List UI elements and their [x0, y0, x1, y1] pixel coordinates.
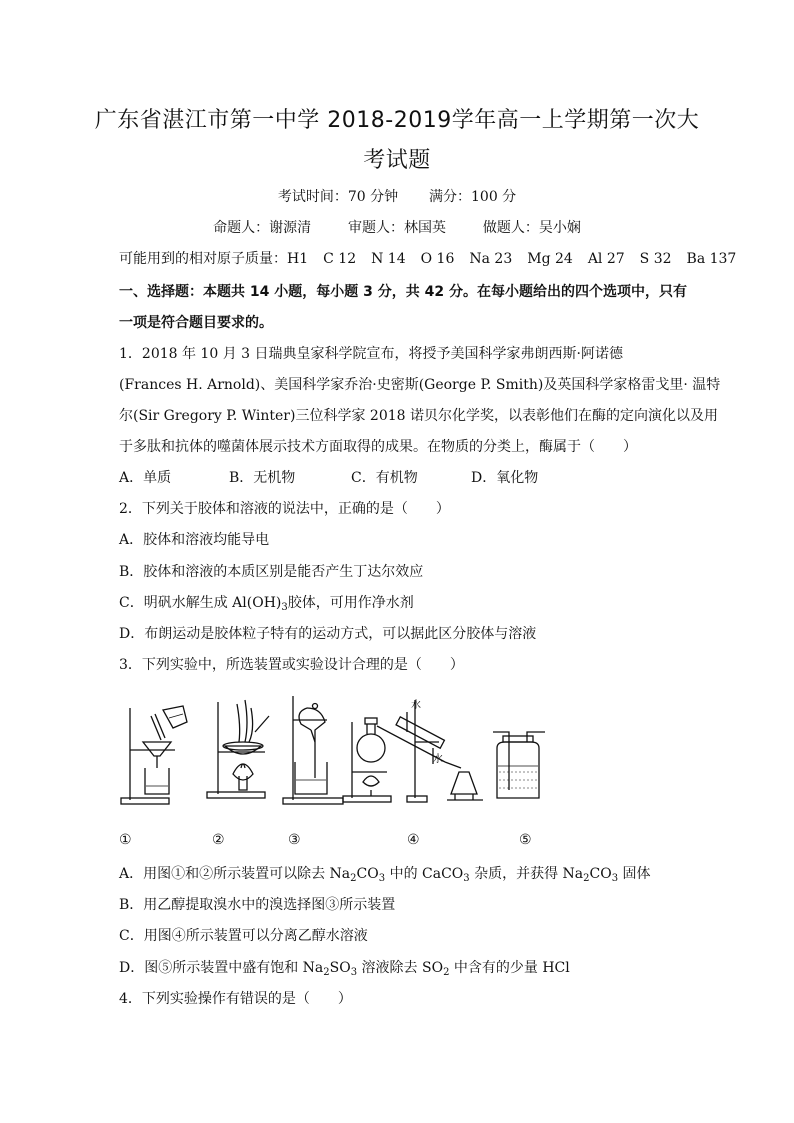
- q3-option-d: [119, 957, 679, 977]
- q3-d-text-4: 中含有的少量 HCl: [449, 960, 570, 976]
- q3-a-sub-1: 2: [350, 873, 357, 884]
- q2-option-a: A．胶体和溶液均能导电: [119, 532, 270, 548]
- exam-title-line2: 考试题: [363, 148, 431, 173]
- exam-time: 考试时间：70 分钟: [277, 189, 399, 205]
- q4-stem: 4．下列实验操作有错误的是（ ）: [119, 991, 352, 1007]
- q1-option-b: B．无机物: [229, 470, 296, 486]
- apparatus-4-distillation: [343, 698, 483, 802]
- q1-line4: 于多肽和抗体的噬菌体展示技术方面取得的成果。在物质的分类上，酶属于（ ）: [119, 439, 637, 455]
- figure-label-3: ③: [288, 832, 301, 848]
- apparatus-1-filtration: [121, 706, 187, 804]
- q2-option-c-text: C．明矾水解生成 Al(OH): [119, 595, 282, 611]
- figure-label-1: ①: [119, 832, 132, 848]
- q3-option-a: [119, 863, 679, 883]
- mass-al: Al 27: [587, 251, 625, 267]
- water-outlet-label: 水: [433, 754, 443, 765]
- exam-title-line1: 广东省湛江市第一中学 2018-2019学年高一上学期第一次大: [94, 108, 700, 133]
- q1-line2: (Frances H. Arnold)、美国科学家乔治·史密斯(George P. Smith)及英国科学家格雷戈里· 温特: [119, 377, 721, 393]
- q3-a-text-1: A．用图①和②所示装置可以除去 Na: [119, 866, 351, 882]
- q1-line1: 1．2018 年 10 月 3 日瑞典皇家科学院宣布，将授予美国科学家弗朗西斯·阿诺德: [119, 346, 623, 362]
- atomic-masses-label: 可能用到的相对原子质量：: [119, 251, 287, 267]
- q2-option-c-sub: 3: [281, 602, 288, 613]
- q3-a-sub-5: 3: [611, 873, 619, 884]
- exam-info: [60, 186, 734, 206]
- q3-d-text-2: SO: [329, 960, 351, 976]
- q1-options: [119, 467, 679, 487]
- apparatus-2-evaporation: [207, 700, 269, 798]
- figure-label-5: ⑤: [519, 832, 532, 848]
- mass-mg: Mg 24: [527, 251, 573, 267]
- q3-d-text-1: D．图⑤所示装置中盛有饱和 Na: [119, 960, 324, 976]
- q3-a-text-2: CO: [356, 866, 379, 882]
- authors: [60, 217, 734, 237]
- q3-d-sub-3: 2: [443, 967, 450, 978]
- q1-option-a: A．单质: [119, 470, 172, 486]
- q3-option-b: B．用乙醇提取溴水中的溴选择图③所示装置: [119, 897, 396, 913]
- q2-option-b: B．胶体和溶液的本质区别是能否产生丁达尔效应: [119, 564, 424, 580]
- q2-option-d: D．布朗运动是胶体粒子特有的运动方式，可以据此区分胶体与溶液: [119, 626, 537, 642]
- mass-na: Na 23: [469, 251, 513, 267]
- section1-line1: 一、选择题：本题共 14 小题，每小题 3 分，共 42 分。在每小题给出的四个选项中，只有: [119, 284, 687, 300]
- q1-option-d: D．氧化物: [471, 470, 539, 486]
- q3-option-c: C．用图④所示装置可以分离乙醇水溶液: [119, 928, 368, 944]
- mass-ba: Ba 137: [686, 251, 737, 267]
- water-inlet-label: 水: [411, 700, 421, 711]
- reviewer: 审题人：林国英: [348, 220, 446, 236]
- q2-option-c: [119, 592, 679, 612]
- q3-apparatus-figure: [115, 690, 675, 810]
- mass-s: S 32: [639, 251, 672, 267]
- q3-stem: 3．下列实验中，所选装置或实验设计合理的是（ ）: [119, 657, 464, 673]
- q2-stem: 2．下列关于胶体和溶液的说法中，正确的是（ ）: [119, 501, 450, 517]
- atomic-masses: [119, 248, 737, 268]
- q3-d-sub-2: 3: [350, 967, 358, 978]
- figure-label-4: ④: [407, 832, 420, 848]
- q2-option-c-tail: 胶体，可用作净水剂: [287, 595, 414, 611]
- mass-o: O 16: [420, 251, 455, 267]
- setter: 命题人：谢源清: [213, 220, 312, 236]
- apparatus-5-gas-washing-bottle: [493, 732, 545, 798]
- q3-a-text-5: CO: [589, 866, 612, 882]
- q3-a-sub-2: 3: [378, 873, 386, 884]
- q3-a-text-4: 杂质，并获得 Na: [469, 866, 584, 882]
- q3-a-text-6: 固体: [618, 866, 651, 882]
- mass-n: N 14: [371, 251, 406, 267]
- section1-line2: 一项是符合题目要求的。: [119, 315, 273, 331]
- maker: 做题人：吴小娴: [482, 220, 581, 236]
- q3-a-text-3: 中的 CaCO: [385, 866, 464, 882]
- mass-h: H1: [287, 251, 309, 267]
- mass-c: C 12: [323, 251, 357, 267]
- q3-d-sub-1: 2: [323, 967, 330, 978]
- apparatus-3-separatory-funnel: [283, 696, 343, 804]
- q3-a-sub-3: 3: [463, 873, 470, 884]
- q1-option-c: C．有机物: [351, 470, 418, 486]
- q3-d-text-3: 溶液除去 SO: [357, 960, 444, 976]
- q3-a-sub-4: 2: [583, 873, 590, 884]
- q1-line3: 尔(Sir Gregory P. Winter)三位科学家 2018 诺贝尔化学奖，以表彰他们在酶的定向演化以及用: [119, 408, 718, 424]
- full-score: 满分：100 分: [429, 189, 517, 205]
- figure-label-2: ②: [212, 832, 225, 848]
